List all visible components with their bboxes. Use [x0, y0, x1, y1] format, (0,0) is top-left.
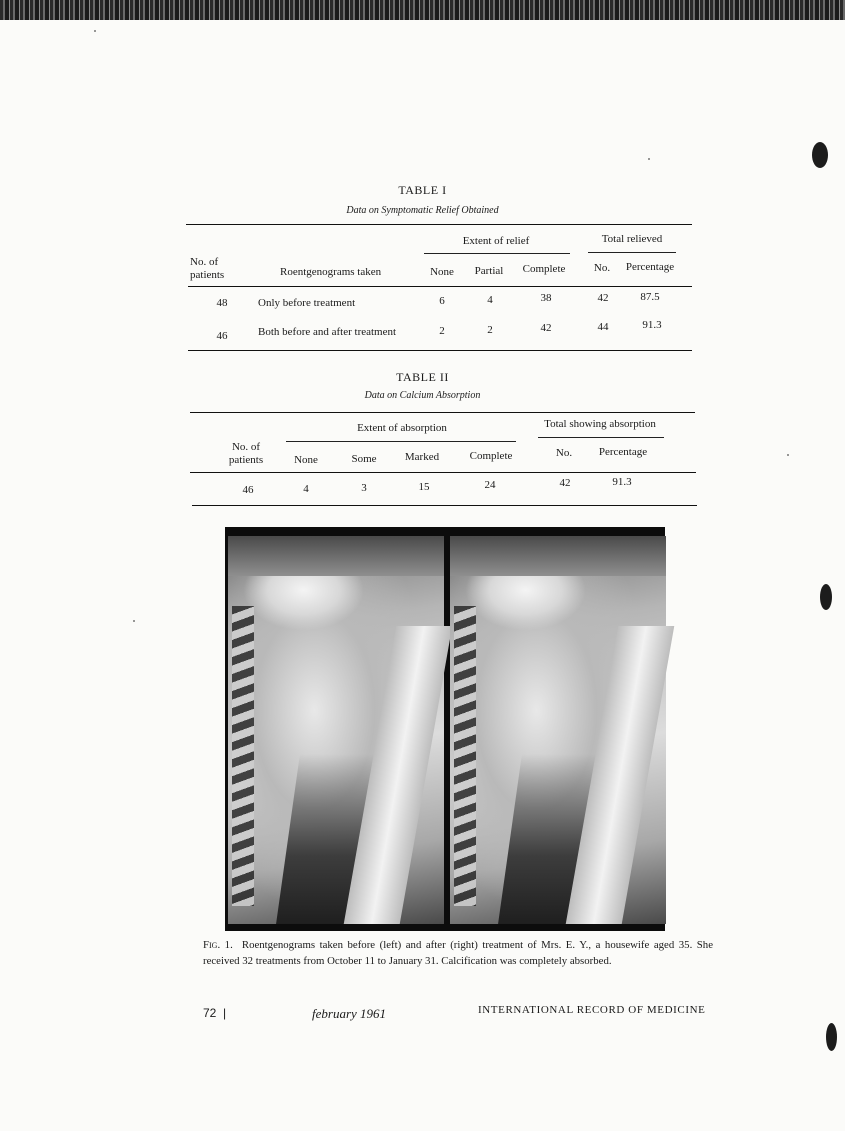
scan-blot — [812, 142, 828, 168]
table1-r2-partial: 2 — [487, 324, 493, 336]
table1-r1-percentage: 87.5 — [640, 291, 660, 303]
table1-col-no: No. — [593, 262, 611, 274]
table1-subtitle: Data on Symptomatic Relief Obtained — [346, 205, 499, 216]
table2-r1-complete: 24 — [484, 479, 496, 491]
figure-caption-text: Roentgenograms taken before (left) and after (right) treatment of Mrs. E. Y., a housewife aged 35. She received 32 treatments from October 11 to January 31. Calcification was completely absorbed. — [203, 939, 714, 967]
table1-header-rule — [188, 286, 692, 287]
table1-group-total: Total relieved — [601, 233, 663, 245]
table1-r1-complete: 38 — [540, 292, 552, 304]
scan-speck — [133, 620, 135, 622]
table1-col-none: None — [430, 266, 454, 278]
scan-speck — [787, 454, 789, 456]
scan-blot — [820, 584, 832, 610]
table1-r1-none: 6 — [439, 295, 445, 307]
table1-col-percentage: Percentage — [625, 261, 675, 273]
xray-after-image — [450, 536, 666, 924]
table1-group-rule-total — [588, 252, 676, 253]
table2-col-some: Some — [351, 453, 377, 465]
page-number: 72 | — [203, 1006, 227, 1020]
issue-date: february 1961 — [312, 1006, 387, 1021]
scan-blot — [826, 1023, 837, 1051]
table1-col-patients: No. of patients — [190, 256, 225, 281]
table1-top-rule — [186, 224, 692, 225]
table1-col-partial: Partial — [474, 265, 504, 277]
scan-speck — [648, 158, 650, 160]
table1-title: TABLE I — [398, 183, 447, 197]
table2-col-marked: Marked — [404, 451, 440, 463]
table2-bottom-rule — [192, 505, 697, 506]
figure-caption — [203, 937, 713, 969]
table2-top-rule — [190, 412, 695, 413]
table2-title: TABLE II — [396, 370, 449, 384]
figure-label: Fig. 1. — [203, 939, 233, 951]
table2-group-extent: Extent of absorption — [357, 422, 447, 434]
table1-r1-no: 42 — [597, 292, 609, 304]
table2-col-patients: No. of patients — [228, 441, 264, 466]
table1-bottom-rule — [188, 350, 692, 351]
table2-r1-marked: 15 — [418, 481, 430, 493]
table1-r2-no: 44 — [597, 321, 609, 333]
table1-group-extent: Extent of relief — [462, 235, 530, 247]
table1-r2-patients: 46 — [216, 330, 228, 342]
table1-r1-partial: 4 — [487, 294, 493, 306]
table1-col-complete: Complete — [522, 263, 566, 275]
table1-r1-roentgenograms: Only before treatment — [258, 297, 356, 309]
table1-group-rule-extent — [424, 253, 570, 254]
table1-col-roentgenograms: Roentgenograms taken — [280, 266, 382, 278]
table2-header-rule — [190, 472, 696, 473]
table2-subtitle: Data on Calcium Absorption — [364, 390, 481, 401]
table2-r1-none: 4 — [303, 483, 309, 495]
table1-r2-roentgenograms: Both before and after treatment — [258, 326, 397, 338]
table1-r2-percentage: 91.3 — [642, 319, 662, 331]
table2-r1-percentage: 91.3 — [612, 476, 632, 488]
roentgenogram-figure — [225, 527, 665, 931]
table2-r1-no: 42 — [559, 477, 571, 489]
table2-r1-patients: 46 — [242, 484, 254, 496]
table1-r2-complete: 42 — [540, 322, 552, 334]
table2-group-rule-total — [538, 437, 664, 438]
table2-col-no: No. — [555, 447, 573, 459]
scan-edge — [0, 0, 845, 20]
table2-col-none: None — [294, 454, 318, 466]
table1-r1-patients: 48 — [216, 297, 228, 309]
table2-r1-some: 3 — [361, 482, 367, 494]
table2-col-complete: Complete — [469, 450, 513, 462]
table2-group-total: Total showing absorption — [544, 418, 656, 430]
xray-before-image — [228, 536, 444, 924]
scan-speck — [94, 30, 96, 32]
table1-r2-none: 2 — [439, 325, 445, 337]
table2-col-percentage: Percentage — [598, 446, 648, 458]
table2-group-rule-extent — [286, 441, 516, 442]
journal-name: INTERNATIONAL RECORD OF MEDICINE — [478, 1004, 706, 1016]
